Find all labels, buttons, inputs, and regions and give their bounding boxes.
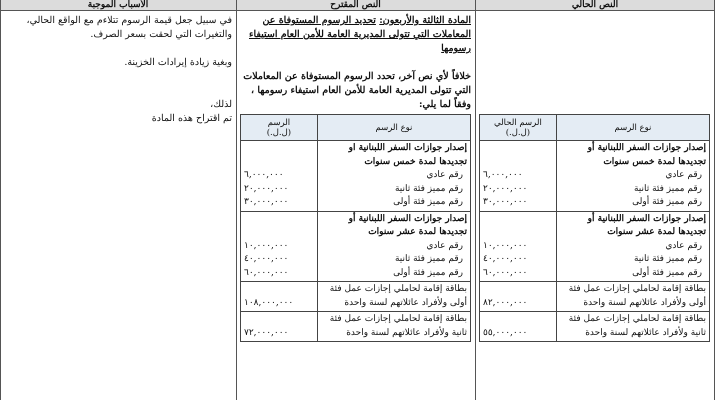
article-label: المادة الثالثة والأربعون:: [379, 15, 471, 26]
row-amount: ٤٠,٠٠٠,٠٠٠: [244, 254, 289, 264]
row-amount: ٦٠,٠٠٠,٠٠٠: [244, 267, 289, 278]
table-row: [241, 312, 471, 342]
table-row: [480, 141, 710, 212]
header-current: النص الحالي: [475, 0, 715, 11]
row-item: رقم مميز فئة أولى: [632, 197, 702, 207]
row-item: رقم عادي: [426, 240, 463, 251]
row-amount: ٢٠,٠٠٠,٠٠٠: [483, 183, 528, 194]
row-item: رقم مميز فئة ثانية: [633, 254, 702, 264]
proposed-fees-table: [240, 114, 471, 342]
row-amount: ١٠٨,٠٠٠,٠٠٠: [244, 297, 294, 308]
row-item: رقم عادي: [426, 170, 463, 180]
row-title: إصدار جوازات السفر اللبنانية أو تجديدها لمدة عشر سنوات: [348, 213, 467, 237]
row-title: إصدار جوازات السفر اللبنانية أو تجديدها لمدة خمس سنوات: [587, 143, 706, 167]
table-row: [480, 211, 710, 282]
table-row: [480, 312, 710, 342]
row-item: رقم مميز فئة ثانية: [394, 254, 463, 264]
article-intro: خلافاً لأي نص آخر، تحدد الرسوم المستوفاة عن المعاملات التي تتولى المديرية العامة للأمن العام استيفاء رسومها ، وفقاً لما يلي:: [243, 71, 471, 110]
row-item: رقم عادي: [665, 240, 702, 251]
row-item: رقم مميز فئة أولى: [393, 267, 463, 278]
row-amount: ٥٥,٠٠٠,٠٠٠: [483, 327, 528, 338]
reasons-para-3b: تم اقتراح هذه المادة: [151, 113, 232, 124]
table-header-row: [241, 115, 471, 141]
col-fee-header: [480, 115, 557, 141]
row-title: بطاقة إقامة لحاملي إجازات عمل فئة أولى ولأفراد عائلاتهم لسنة واحدة: [556, 282, 709, 312]
row-title: بطاقة إقامة لحاملي إجازات عمل فئة أولى ولأفراد عائلاتهم لسنة واحدة: [317, 282, 470, 312]
header-reasons: الأسباب الموجبة: [0, 0, 236, 11]
table-row: [241, 211, 471, 282]
article-heading: [241, 14, 471, 56]
row-item: رقم عادي: [665, 170, 702, 180]
fee-header-line1: الرسم: [267, 117, 291, 128]
col-type-header: نوع الرسم: [317, 115, 470, 141]
table-header-row: [480, 115, 710, 141]
row-amount: ٢٠,٠٠٠,٠٠٠: [244, 183, 289, 194]
row-amount: ٧٢,٠٠٠,٠٠٠: [244, 327, 289, 338]
row-amount: ٦٠,٠٠٠,٠٠٠: [483, 267, 528, 278]
table-row: [241, 282, 471, 312]
reasons-para-3a: لذلك،: [210, 99, 232, 110]
row-amount: ١٠,٠٠٠,٠٠٠: [244, 240, 289, 251]
row-amount: ٦,٠٠٠,٠٠٠: [483, 170, 523, 180]
row-item: رقم مميز فئة ثانية: [394, 183, 463, 194]
col-type-header: نوع الرسم: [556, 115, 709, 141]
col-fee-header: [241, 115, 318, 141]
row-item: رقم مميز فئة ثانية: [633, 183, 702, 194]
reasons-column: [4, 14, 232, 126]
row-title: بطاقة إقامة لحاملي إجازات عمل فئة ثانية ولأفراد عائلاتهم لسنة واحدة: [317, 312, 470, 342]
reasons-para-2: وبغية زيادة إيرادات الخزينة.: [124, 57, 232, 68]
row-item: رقم مميز فئة أولى: [393, 197, 463, 207]
divider-proposed: [475, 0, 476, 400]
fee-header-line2: (ل.ل.): [505, 127, 531, 138]
row-title: إصدار جوازات السفر اللبنانية أو تجديدها لمدة عشر سنوات: [587, 213, 706, 237]
row-amount: ٣٠,٠٠٠,٠٠٠: [244, 197, 289, 207]
table-row: [241, 141, 471, 212]
row-amount: ٤٠,٠٠٠,٠٠٠: [483, 254, 528, 264]
divider-right: [0, 0, 1, 400]
row-amount: ٦,٠٠٠,٠٠٠: [244, 170, 284, 180]
row-amount: ٣٠,٠٠٠,٠٠٠: [483, 197, 528, 207]
row-title: إصدار جوازات السفر اللبنانية او تجديدها لمدة خمس سنوات: [348, 143, 467, 167]
row-title: بطاقة إقامة لحاملي إجازات عمل فئة ثانية ولأفراد عائلاتهم لسنة واحدة: [556, 312, 709, 342]
table-row: [480, 282, 710, 312]
row-amount: ١٠,٠٠٠,٠٠٠: [483, 240, 528, 251]
current-fees-table: [479, 114, 710, 342]
divider-reasons: [236, 0, 237, 400]
proposed-article: [241, 14, 471, 112]
fee-header-line2: (ل.ل.): [266, 127, 292, 138]
header-proposed: النص المقترح: [236, 0, 475, 11]
row-item: رقم مميز فئة أولى: [632, 267, 702, 278]
reasons-para-1: في سبيل جعل قيمة الرسوم تتلاءم مع الواقع الحالي، والتغيرات التي لحقت بسعر الصرف.: [26, 15, 232, 40]
fee-header-line1: الرسم الحالي: [494, 117, 542, 128]
article-title: تحديد الرسوم المستوفاة عن المعاملات التي تتولى المديرية العامة للأمن العام استيفاء رسومها: [248, 15, 471, 54]
row-amount: ٨٢,٠٠٠,٠٠٠: [483, 297, 528, 308]
